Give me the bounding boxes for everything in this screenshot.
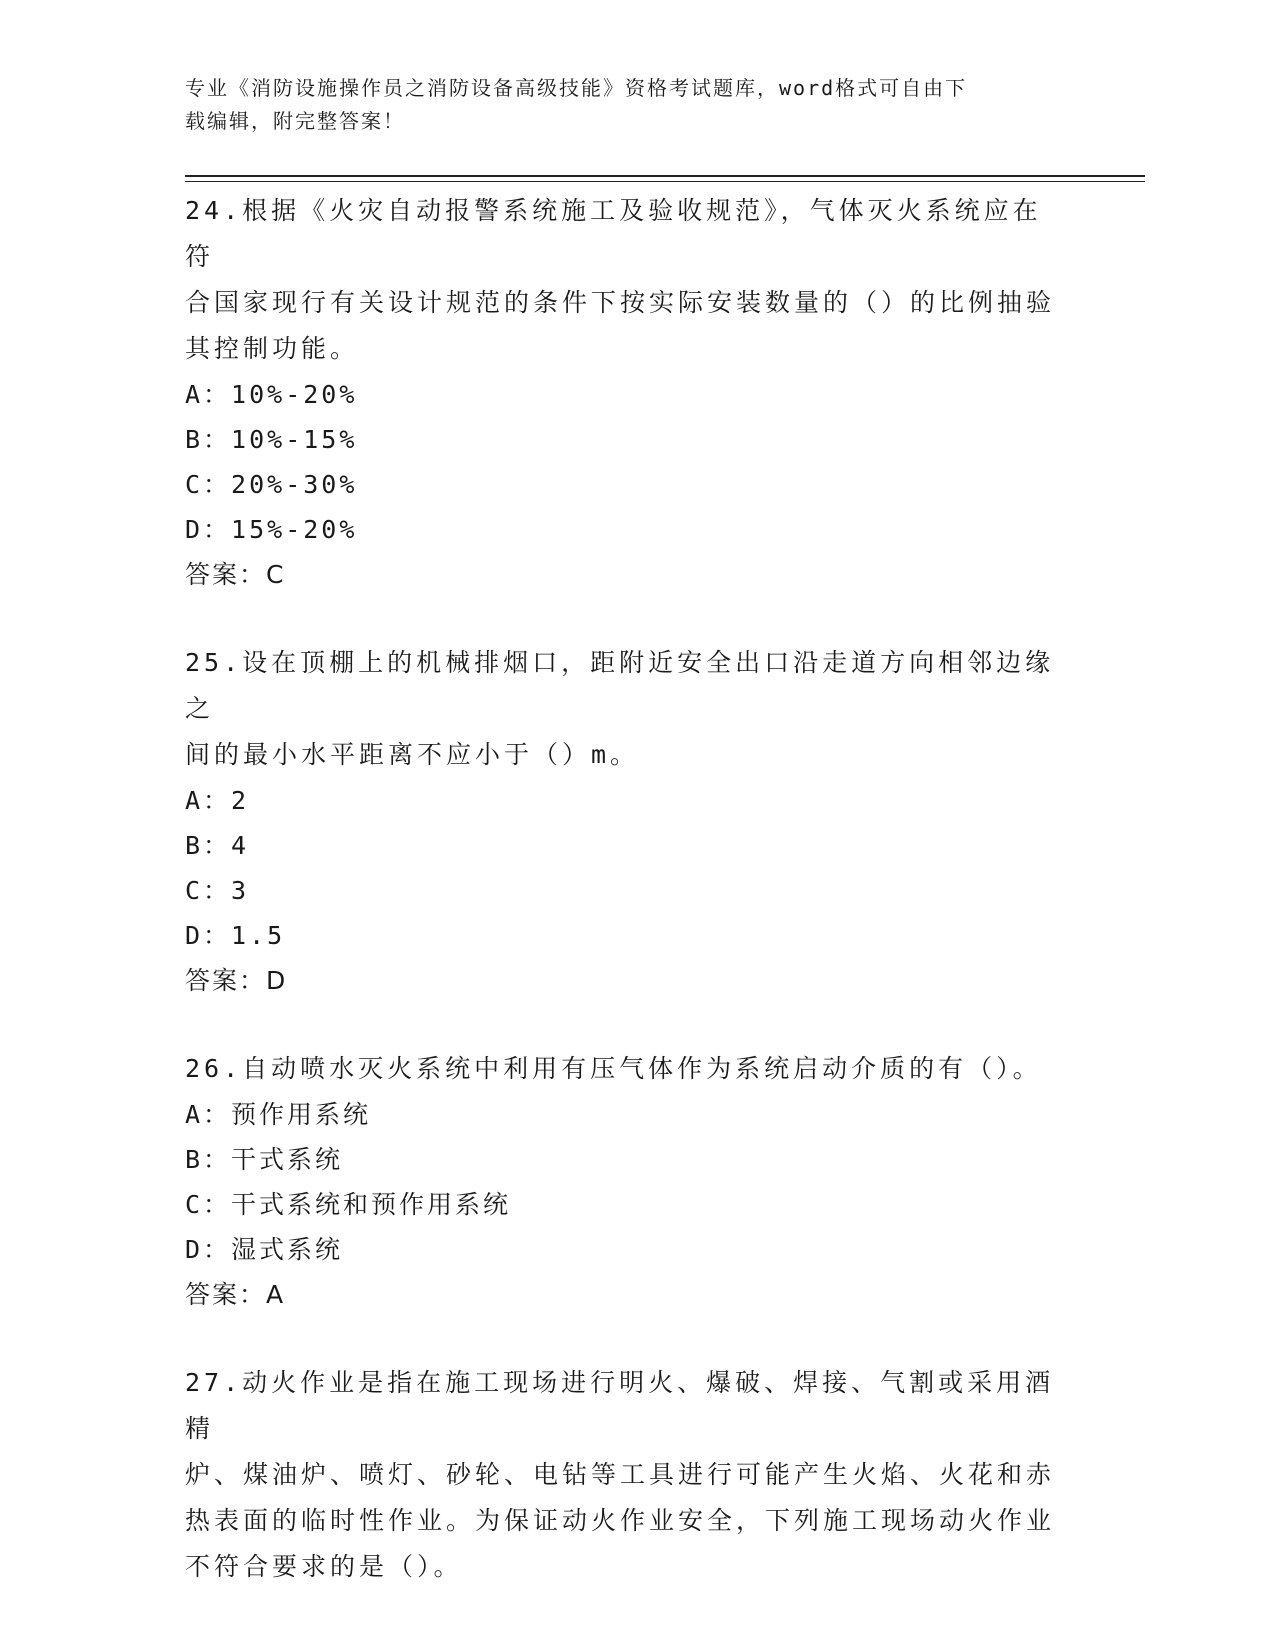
question-stem-line: 26.自动喷水灭火系统中利用有压气体作为系统启动介质的有（）。	[185, 1054, 1042, 1083]
question-list	[185, 188, 1065, 1632]
header-line-1: 专业《消防设施操作员之消防设备高级技能》资格考试题库，word格式可自由下	[185, 76, 968, 100]
question-block	[185, 188, 1065, 598]
answer-key: 答案：A	[185, 1280, 286, 1309]
answer-option: B：干式系统	[185, 1145, 344, 1174]
answer-option: C：3	[185, 876, 250, 905]
answer-key: 答案：D	[185, 966, 288, 995]
document-header	[185, 72, 1065, 138]
answer-option: B：10%-15%	[185, 425, 358, 454]
answer-option: D：15%-20%	[185, 515, 358, 544]
answer-key: 答案：C	[185, 560, 286, 589]
header-line-2: 载编辑，附完整答案！	[185, 109, 405, 133]
question-stem-line: 间的最小水平距离不应小于（）m。	[185, 740, 640, 769]
question-block	[185, 1046, 1065, 1318]
question-block	[185, 1360, 1065, 1590]
header-divider-thick	[185, 175, 1145, 177]
question-stem-line: 不符合要求的是（）。	[185, 1552, 463, 1581]
answer-option: A：预作用系统	[185, 1100, 372, 1129]
question-stem-line: 25.设在顶棚上的机械排烟口，距附近安全出口沿走道方向相邻边缘之	[185, 648, 1055, 723]
question-stem-line: 合国家现行有关设计规范的条件下按实际安装数量的（）的比例抽验	[185, 288, 1056, 317]
question-stem-line: 热表面的临时性作业。为保证动火作业安全，下列施工现场动火作业	[185, 1506, 1056, 1535]
answer-option: C：20%-30%	[185, 470, 358, 499]
question-block	[185, 640, 1065, 1004]
question-stem-line: 27.动火作业是指在施工现场进行明火、爆破、焊接、气割或采用酒精	[185, 1368, 1055, 1443]
question-stem-line: 24.根据《火灾自动报警系统施工及验收规范》，气体灭火系统应在符	[185, 196, 1042, 271]
answer-option: C：干式系统和预作用系统	[185, 1190, 512, 1219]
question-stem-line: 炉、煤油炉、喷灯、砂轮、电钻等工具进行可能产生火焰、火花和赤	[185, 1460, 1056, 1489]
answer-option: D：1.5	[185, 921, 286, 950]
answer-option: A：10%-20%	[185, 380, 358, 409]
question-stem-line: 其控制功能。	[185, 334, 360, 363]
answer-option: D：湿式系统	[185, 1235, 344, 1264]
answer-option: A：2	[185, 786, 250, 815]
header-divider-thin	[185, 181, 1145, 182]
answer-option: B：4	[185, 831, 250, 860]
